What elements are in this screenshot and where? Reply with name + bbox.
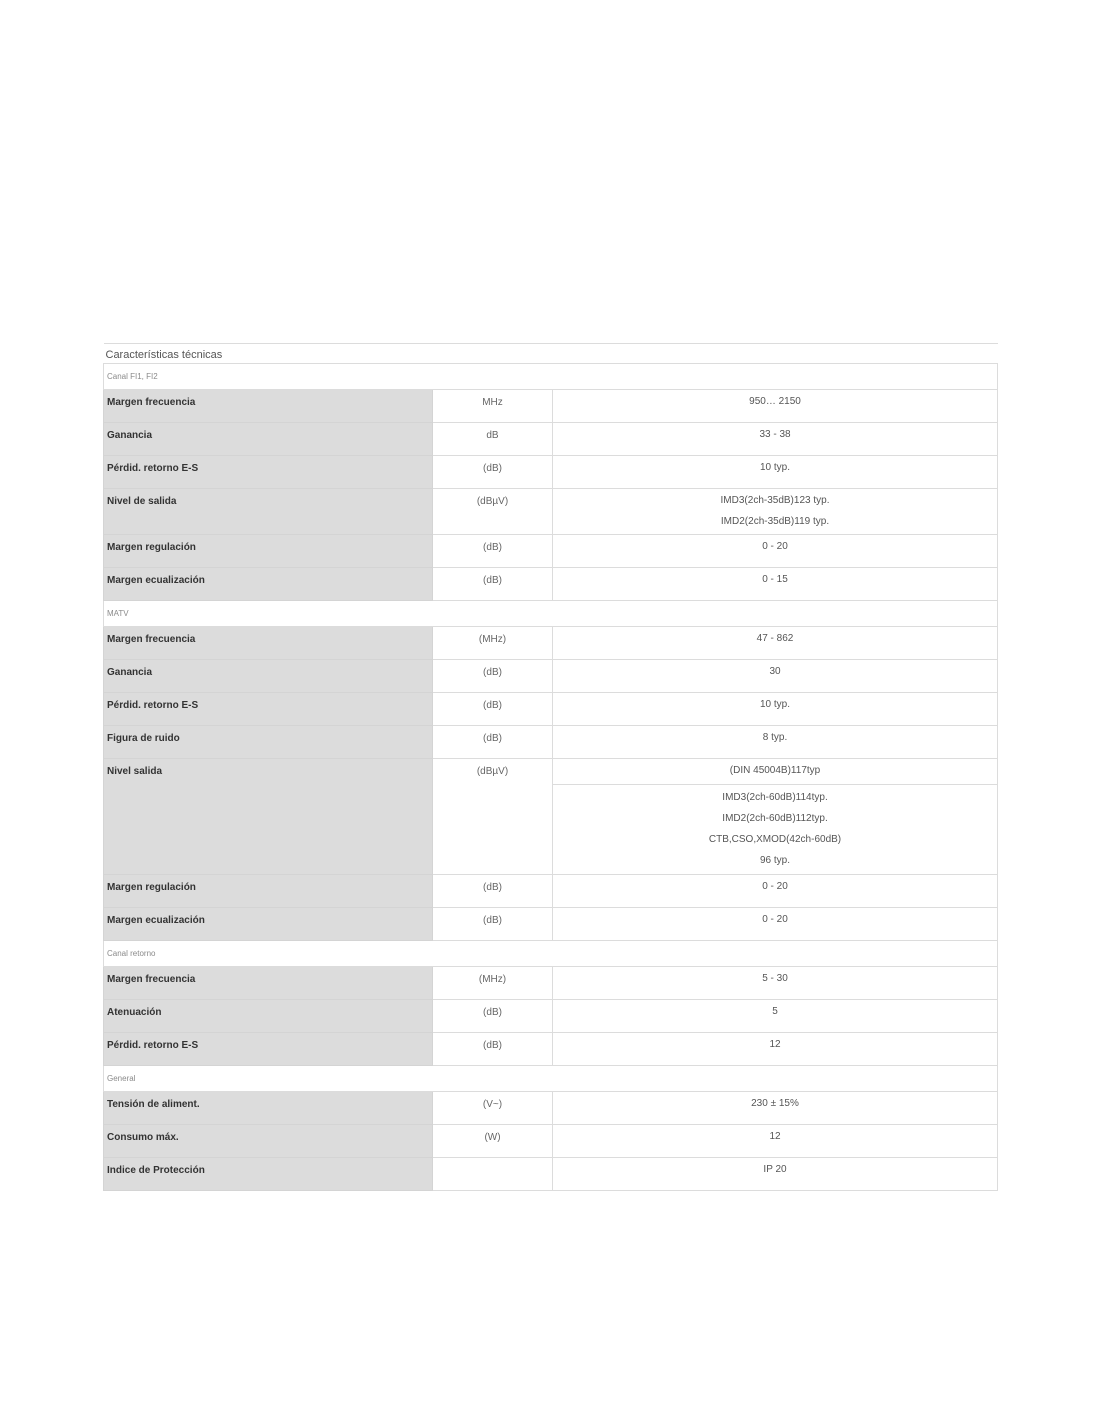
spec-value-line: (DIN 45004B)117typ bbox=[729, 765, 821, 776]
spec-value bbox=[553, 390, 998, 423]
spec-value-line: 12 bbox=[769, 1131, 781, 1142]
spec-unit: dB bbox=[433, 423, 553, 456]
spec-label: Margen frecuencia bbox=[104, 627, 433, 660]
spec-label: Margen frecuencia bbox=[104, 390, 433, 423]
spec-unit: (W) bbox=[433, 1125, 553, 1158]
spec-label: Atenuación bbox=[104, 1000, 433, 1033]
spec-value-line: IMD2(2ch-35dB)119 typ. bbox=[720, 516, 830, 527]
spec-value bbox=[553, 875, 998, 908]
spec-values bbox=[553, 726, 997, 750]
spec-values bbox=[553, 908, 997, 932]
spec-values bbox=[553, 568, 997, 592]
spec-values bbox=[553, 1125, 997, 1149]
spec-values bbox=[553, 535, 997, 559]
table-row bbox=[104, 908, 998, 941]
table-row bbox=[104, 660, 998, 693]
spec-value bbox=[553, 1033, 998, 1066]
table-row bbox=[104, 1125, 998, 1158]
spec-value-line: 12 bbox=[769, 1039, 781, 1050]
spec-value bbox=[553, 423, 998, 456]
spec-value-line: 47 - 862 bbox=[756, 633, 794, 644]
spec-value-line: IMD3(2ch-35dB)123 typ. bbox=[720, 495, 830, 506]
spec-values bbox=[553, 489, 997, 534]
spec-value-line: 10 typ. bbox=[759, 462, 791, 473]
spec-unit: (dB) bbox=[433, 908, 553, 941]
spec-label: Margen ecualización bbox=[104, 568, 433, 601]
spec-unit: (dB) bbox=[433, 1033, 553, 1066]
spec-label: Margen regulación bbox=[104, 875, 433, 908]
table-row bbox=[104, 693, 998, 726]
spec-value bbox=[553, 1092, 998, 1125]
spec-label: Ganancia bbox=[104, 423, 433, 456]
spec-label: Tensión de aliment. bbox=[104, 1092, 433, 1125]
spec-unit: (dBµV) bbox=[433, 759, 553, 875]
spec-label: Nivel salida bbox=[104, 759, 433, 875]
spec-label: Ganancia bbox=[104, 660, 433, 693]
spec-value bbox=[553, 535, 998, 568]
spec-label: Indice de Protección bbox=[104, 1158, 433, 1191]
spec-unit: (MHz) bbox=[433, 967, 553, 1000]
spec-unit: (V~) bbox=[433, 1092, 553, 1125]
spec-unit: (dB) bbox=[433, 535, 553, 568]
spec-values bbox=[553, 660, 997, 684]
spec-value-line: 8 typ. bbox=[762, 732, 788, 743]
spec-value bbox=[553, 967, 998, 1000]
spec-label: Margen regulación bbox=[104, 535, 433, 568]
table-row bbox=[104, 1092, 998, 1125]
section-row bbox=[104, 1066, 998, 1092]
spec-value bbox=[553, 568, 998, 601]
spec-unit: (MHz) bbox=[433, 627, 553, 660]
spec-value bbox=[553, 1000, 998, 1033]
spec-value-line: 30 bbox=[769, 666, 781, 677]
spec-value bbox=[553, 627, 998, 660]
spec-value bbox=[553, 693, 998, 726]
spec-unit: (dB) bbox=[433, 456, 553, 489]
section-header: MATV bbox=[104, 601, 998, 627]
spec-value bbox=[553, 1125, 998, 1158]
table-row bbox=[104, 423, 998, 456]
spec-label: Pérdid. retorno E-S bbox=[104, 456, 433, 489]
table-title: Características técnicas bbox=[104, 344, 998, 364]
spec-label: Pérdid. retorno E-S bbox=[104, 693, 433, 726]
spec-label: Margen frecuencia bbox=[104, 967, 433, 1000]
spec-value-line: 5 bbox=[772, 1006, 778, 1017]
spec-value-line: CTB,CSO,XMOD(42ch-60dB) bbox=[708, 834, 842, 845]
spec-values bbox=[553, 1033, 997, 1057]
spec-values bbox=[553, 456, 997, 480]
table-row bbox=[104, 456, 998, 489]
table-row bbox=[104, 1158, 998, 1191]
spec-value-line: 0 - 15 bbox=[762, 574, 788, 585]
spec-value bbox=[553, 660, 998, 693]
table-row bbox=[104, 967, 998, 1000]
spec-value-line: 0 - 20 bbox=[762, 881, 788, 892]
table-row bbox=[104, 489, 998, 535]
spec-label: Figura de ruido bbox=[104, 726, 433, 759]
spec-unit: (dB) bbox=[433, 660, 553, 693]
spec-unit: (dB) bbox=[433, 1000, 553, 1033]
spec-values bbox=[553, 423, 997, 447]
table-row bbox=[104, 726, 998, 759]
spec-table bbox=[103, 343, 998, 1191]
spec-label: Nivel de salida bbox=[104, 489, 433, 535]
section-row bbox=[104, 601, 998, 627]
table-row bbox=[104, 627, 998, 660]
spec-value-line: IP 20 bbox=[763, 1164, 787, 1175]
spec-values bbox=[553, 1092, 997, 1116]
spec-value bbox=[553, 759, 998, 785]
table-row bbox=[104, 759, 998, 785]
spec-values bbox=[553, 1000, 997, 1024]
spec-unit: (dB) bbox=[433, 568, 553, 601]
spec-value-line: 950… 2150 bbox=[749, 396, 801, 407]
spec-value bbox=[553, 1158, 998, 1191]
spec-values bbox=[553, 693, 997, 717]
spec-unit: (dB) bbox=[433, 693, 553, 726]
spec-table-body bbox=[104, 344, 998, 1191]
spec-value bbox=[553, 456, 998, 489]
table-row bbox=[104, 875, 998, 908]
spec-value-line: IMD2(2ch-60dB)112typ. bbox=[722, 813, 828, 824]
spec-unit: (dBµV) bbox=[433, 489, 553, 535]
title-row bbox=[104, 344, 998, 364]
spec-value-line: 230 ± 15% bbox=[751, 1098, 799, 1109]
spec-value-line: 96 typ. bbox=[759, 855, 791, 866]
spec-value-line: 0 - 20 bbox=[762, 541, 788, 552]
spec-label: Consumo máx. bbox=[104, 1125, 433, 1158]
table-row bbox=[104, 568, 998, 601]
spec-value bbox=[553, 908, 998, 941]
section-header: Canal FI1, FI2 bbox=[104, 364, 998, 390]
table-row bbox=[104, 535, 998, 568]
section-row bbox=[104, 941, 998, 967]
table-row bbox=[104, 1000, 998, 1033]
spec-value-line: 10 typ. bbox=[759, 699, 791, 710]
spec-values bbox=[553, 627, 997, 651]
spec-unit: (dB) bbox=[433, 875, 553, 908]
table-row bbox=[104, 390, 998, 423]
spec-values bbox=[553, 1158, 997, 1182]
section-row bbox=[104, 364, 998, 390]
spec-value-line: 33 - 38 bbox=[759, 429, 791, 440]
spec-value bbox=[553, 726, 998, 759]
spec-unit bbox=[433, 1158, 553, 1191]
spec-value bbox=[553, 785, 998, 875]
spec-unit: (dB) bbox=[433, 726, 553, 759]
spec-value bbox=[553, 489, 998, 535]
spec-value-line: IMD3(2ch-60dB)114typ. bbox=[722, 792, 828, 803]
section-header: General bbox=[104, 1066, 998, 1092]
spec-values bbox=[553, 967, 997, 991]
spec-value-line: 5 - 30 bbox=[762, 973, 788, 984]
section-header: Canal retorno bbox=[104, 941, 998, 967]
spec-label: Pérdid. retorno E-S bbox=[104, 1033, 433, 1066]
spec-value-line: 0 - 20 bbox=[762, 914, 788, 925]
spec-values bbox=[553, 759, 997, 783]
spec-unit: MHz bbox=[433, 390, 553, 423]
spec-extra-values bbox=[553, 785, 997, 874]
spec-values bbox=[553, 875, 997, 899]
spec-values bbox=[553, 390, 997, 414]
table-row bbox=[104, 1033, 998, 1066]
spec-label: Margen ecualización bbox=[104, 908, 433, 941]
